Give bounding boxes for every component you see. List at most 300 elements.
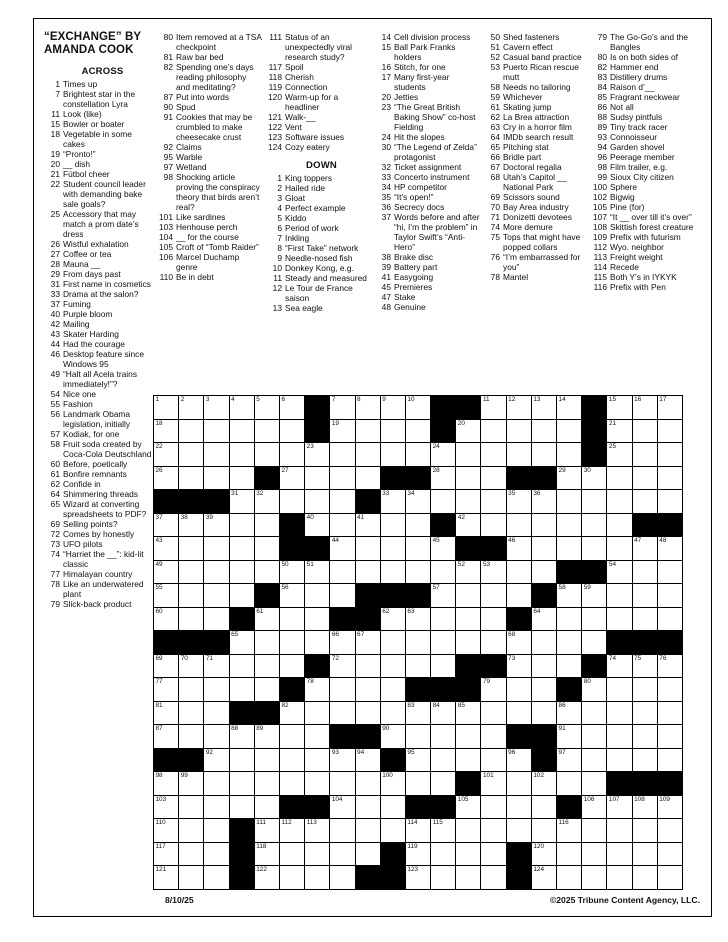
grid-cell[interactable] (280, 772, 304, 795)
grid-cell[interactable] (582, 819, 606, 842)
grid-cell[interactable] (557, 819, 581, 842)
grid-cell[interactable] (658, 796, 682, 819)
grid-cell[interactable] (330, 420, 354, 443)
grid-cell[interactable] (633, 749, 657, 772)
grid-cell[interactable] (179, 467, 203, 490)
grid-cell[interactable] (255, 537, 279, 560)
grid-cell[interactable] (633, 678, 657, 701)
grid-cell[interactable] (507, 514, 531, 537)
grid-cell[interactable] (230, 561, 254, 584)
grid-cell[interactable] (204, 467, 228, 490)
grid-cell[interactable] (633, 608, 657, 631)
grid-cell[interactable] (305, 725, 329, 748)
grid-cell[interactable] (633, 584, 657, 607)
grid-cell[interactable] (582, 725, 606, 748)
grid-cell[interactable] (381, 396, 405, 419)
grid-cell[interactable] (607, 420, 631, 443)
grid-cell[interactable] (280, 443, 304, 466)
grid-cell[interactable] (532, 561, 556, 584)
grid-cell[interactable] (607, 725, 631, 748)
grid-cell[interactable] (658, 655, 682, 678)
grid-cell[interactable] (607, 514, 631, 537)
grid-cell[interactable] (154, 843, 178, 866)
grid-cell[interactable] (532, 608, 556, 631)
grid-cell[interactable] (633, 819, 657, 842)
grid-cell[interactable] (305, 678, 329, 701)
grid-cell[interactable] (179, 819, 203, 842)
grid-cell[interactable] (280, 725, 304, 748)
grid-cell[interactable] (179, 702, 203, 725)
grid-cell[interactable] (557, 749, 581, 772)
grid-cell[interactable] (481, 866, 505, 889)
grid-cell[interactable] (280, 420, 304, 443)
grid-cell[interactable] (255, 749, 279, 772)
grid-cell[interactable] (179, 678, 203, 701)
grid-cell[interactable] (481, 843, 505, 866)
grid-cell[interactable] (356, 443, 380, 466)
grid-cell[interactable] (154, 537, 178, 560)
grid-cell[interactable] (305, 514, 329, 537)
grid-cell[interactable] (633, 725, 657, 748)
grid-cell[interactable] (154, 396, 178, 419)
grid-cell[interactable] (280, 819, 304, 842)
grid-cell[interactable] (507, 772, 531, 795)
grid-cell[interactable] (204, 866, 228, 889)
grid-cell[interactable] (582, 678, 606, 701)
grid-cell[interactable] (658, 420, 682, 443)
grid-cell[interactable] (406, 608, 430, 631)
grid-cell[interactable] (230, 443, 254, 466)
grid-cell[interactable] (406, 819, 430, 842)
grid-cell[interactable] (532, 678, 556, 701)
grid-cell[interactable] (431, 561, 455, 584)
grid-cell[interactable] (633, 866, 657, 889)
grid-cell[interactable] (557, 514, 581, 537)
grid-cell[interactable] (179, 655, 203, 678)
grid-cell[interactable] (557, 725, 581, 748)
grid-cell[interactable] (406, 749, 430, 772)
grid-cell[interactable] (330, 866, 354, 889)
grid-cell[interactable] (607, 866, 631, 889)
grid-cell[interactable] (381, 537, 405, 560)
grid-cell[interactable] (356, 655, 380, 678)
grid-cell[interactable] (431, 443, 455, 466)
grid-cell[interactable] (557, 584, 581, 607)
grid-cell[interactable] (481, 443, 505, 466)
grid-cell[interactable] (532, 443, 556, 466)
grid-cell[interactable] (154, 866, 178, 889)
grid-cell[interactable] (532, 631, 556, 654)
grid-cell[interactable] (456, 443, 480, 466)
grid-cell[interactable] (456, 631, 480, 654)
grid-cell[interactable] (406, 702, 430, 725)
grid-cell[interactable] (305, 584, 329, 607)
grid-cell[interactable] (507, 490, 531, 513)
grid-cell[interactable] (280, 608, 304, 631)
grid-cell[interactable] (255, 843, 279, 866)
grid-cell[interactable] (179, 796, 203, 819)
grid-cell[interactable] (204, 772, 228, 795)
grid-cell[interactable] (356, 561, 380, 584)
grid-cell[interactable] (179, 772, 203, 795)
grid-cell[interactable] (280, 702, 304, 725)
grid-cell[interactable] (507, 702, 531, 725)
grid-cell[interactable] (255, 490, 279, 513)
grid-cell[interactable] (532, 514, 556, 537)
grid-cell[interactable] (356, 843, 380, 866)
grid-cell[interactable] (179, 866, 203, 889)
grid-cell[interactable] (607, 655, 631, 678)
grid-cell[interactable] (406, 490, 430, 513)
grid-cell[interactable] (356, 819, 380, 842)
grid-cell[interactable] (154, 514, 178, 537)
grid-cell[interactable] (557, 631, 581, 654)
grid-cell[interactable] (481, 819, 505, 842)
grid-cell[interactable] (607, 843, 631, 866)
grid-cell[interactable] (154, 608, 178, 631)
grid-cell[interactable] (230, 514, 254, 537)
grid-cell[interactable] (230, 584, 254, 607)
grid-cell[interactable] (456, 584, 480, 607)
grid-cell[interactable] (481, 608, 505, 631)
grid-cell[interactable] (532, 490, 556, 513)
grid-cell[interactable] (154, 584, 178, 607)
grid-cell[interactable] (658, 396, 682, 419)
grid-cell[interactable] (204, 514, 228, 537)
grid-cell[interactable] (582, 843, 606, 866)
grid-cell[interactable] (507, 561, 531, 584)
grid-cell[interactable] (431, 866, 455, 889)
grid-cell[interactable] (179, 843, 203, 866)
grid-cell[interactable] (507, 796, 531, 819)
grid-cell[interactable] (431, 819, 455, 842)
grid-cell[interactable] (230, 796, 254, 819)
grid-cell[interactable] (381, 702, 405, 725)
grid-cell[interactable] (532, 819, 556, 842)
grid-cell[interactable] (356, 514, 380, 537)
grid-cell[interactable] (154, 655, 178, 678)
grid-cell[interactable] (280, 866, 304, 889)
grid-cell[interactable] (305, 443, 329, 466)
grid-cell[interactable] (330, 843, 354, 866)
grid-cell[interactable] (330, 490, 354, 513)
grid-cell[interactable] (255, 608, 279, 631)
grid-cell[interactable] (356, 396, 380, 419)
grid-cell[interactable] (280, 490, 304, 513)
grid-cell[interactable] (230, 655, 254, 678)
grid-cell[interactable] (154, 678, 178, 701)
grid-cell[interactable] (481, 514, 505, 537)
grid-cell[interactable] (154, 819, 178, 842)
grid-cell[interactable] (582, 467, 606, 490)
grid-cell[interactable] (582, 514, 606, 537)
grid-cell[interactable] (179, 443, 203, 466)
grid-cell[interactable] (431, 655, 455, 678)
grid-cell[interactable] (154, 702, 178, 725)
grid-cell[interactable] (481, 772, 505, 795)
grid-cell[interactable] (582, 749, 606, 772)
grid-cell[interactable] (204, 796, 228, 819)
grid-cell[interactable] (204, 702, 228, 725)
grid-cell[interactable] (154, 443, 178, 466)
grid-cell[interactable] (356, 702, 380, 725)
grid-cell[interactable] (431, 843, 455, 866)
grid-cell[interactable] (330, 772, 354, 795)
grid-cell[interactable] (557, 396, 581, 419)
grid-cell[interactable] (381, 443, 405, 466)
grid-cell[interactable] (557, 655, 581, 678)
grid-cell[interactable] (330, 819, 354, 842)
grid-cell[interactable] (305, 702, 329, 725)
grid-cell[interactable] (607, 561, 631, 584)
grid-cell[interactable] (456, 561, 480, 584)
grid-cell[interactable] (456, 796, 480, 819)
grid-cell[interactable] (607, 608, 631, 631)
grid-cell[interactable] (204, 843, 228, 866)
grid-cell[interactable] (481, 561, 505, 584)
grid-cell[interactable] (607, 796, 631, 819)
grid-cell[interactable] (557, 843, 581, 866)
grid-cell[interactable] (356, 631, 380, 654)
grid-cell[interactable] (406, 725, 430, 748)
grid-cell[interactable] (658, 866, 682, 889)
grid-cell[interactable] (154, 467, 178, 490)
grid-cell[interactable] (456, 819, 480, 842)
grid-cell[interactable] (381, 514, 405, 537)
grid-cell[interactable] (658, 537, 682, 560)
grid-cell[interactable] (280, 561, 304, 584)
grid-cell[interactable] (456, 843, 480, 866)
grid-cell[interactable] (658, 561, 682, 584)
grid-cell[interactable] (507, 443, 531, 466)
grid-cell[interactable] (305, 490, 329, 513)
grid-cell[interactable] (658, 443, 682, 466)
grid-cell[interactable] (255, 561, 279, 584)
grid-cell[interactable] (204, 443, 228, 466)
grid-cell[interactable] (204, 396, 228, 419)
grid-cell[interactable] (204, 655, 228, 678)
grid-cell[interactable] (607, 702, 631, 725)
grid-cell[interactable] (658, 749, 682, 772)
grid-cell[interactable] (557, 490, 581, 513)
grid-cell[interactable] (633, 843, 657, 866)
grid-cell[interactable] (481, 796, 505, 819)
grid-cell[interactable] (356, 678, 380, 701)
grid-cell[interactable] (431, 467, 455, 490)
grid-cell[interactable] (305, 772, 329, 795)
grid-cell[interactable] (431, 608, 455, 631)
grid-cell[interactable] (330, 396, 354, 419)
grid-cell[interactable] (481, 631, 505, 654)
grid-cell[interactable] (607, 490, 631, 513)
grid-cell[interactable] (633, 561, 657, 584)
grid-cell[interactable] (179, 420, 203, 443)
grid-cell[interactable] (280, 843, 304, 866)
grid-cell[interactable] (582, 537, 606, 560)
grid-cell[interactable] (305, 843, 329, 866)
grid-cell[interactable] (607, 749, 631, 772)
grid-cell[interactable] (481, 678, 505, 701)
grid-cell[interactable] (204, 537, 228, 560)
grid-cell[interactable] (204, 725, 228, 748)
grid-cell[interactable] (154, 561, 178, 584)
grid-cell[interactable] (179, 725, 203, 748)
grid-cell[interactable] (507, 655, 531, 678)
grid-cell[interactable] (381, 561, 405, 584)
grid-cell[interactable] (305, 866, 329, 889)
grid-cell[interactable] (154, 420, 178, 443)
grid-cell[interactable] (456, 749, 480, 772)
grid-cell[interactable] (406, 396, 430, 419)
grid-cell[interactable] (330, 584, 354, 607)
grid-cell[interactable] (658, 843, 682, 866)
grid-cell[interactable] (204, 819, 228, 842)
grid-cell[interactable] (356, 420, 380, 443)
grid-cell[interactable] (507, 537, 531, 560)
grid-cell[interactable] (532, 796, 556, 819)
grid-cell[interactable] (406, 631, 430, 654)
grid-cell[interactable] (179, 514, 203, 537)
grid-cell[interactable] (431, 749, 455, 772)
grid-cell[interactable] (406, 561, 430, 584)
grid-cell[interactable] (532, 772, 556, 795)
grid-cell[interactable] (582, 866, 606, 889)
grid-cell[interactable] (582, 584, 606, 607)
grid-cell[interactable] (633, 702, 657, 725)
grid-cell[interactable] (330, 561, 354, 584)
grid-cell[interactable] (406, 443, 430, 466)
grid-cell[interactable] (179, 537, 203, 560)
grid-cell[interactable] (633, 396, 657, 419)
grid-cell[interactable] (557, 772, 581, 795)
grid-cell[interactable] (607, 678, 631, 701)
grid-cell[interactable] (633, 796, 657, 819)
grid-cell[interactable] (154, 796, 178, 819)
grid-cell[interactable] (431, 584, 455, 607)
grid-cell[interactable] (557, 443, 581, 466)
grid-cell[interactable] (280, 631, 304, 654)
grid-cell[interactable] (481, 702, 505, 725)
grid-cell[interactable] (658, 725, 682, 748)
grid-cell[interactable] (456, 608, 480, 631)
grid-cell[interactable] (305, 608, 329, 631)
grid-cell[interactable] (658, 678, 682, 701)
grid-cell[interactable] (381, 796, 405, 819)
grid-cell[interactable] (507, 396, 531, 419)
grid-cell[interactable] (582, 631, 606, 654)
grid-cell[interactable] (607, 584, 631, 607)
grid-cell[interactable] (507, 819, 531, 842)
grid-cell[interactable] (633, 537, 657, 560)
grid-cell[interactable] (305, 467, 329, 490)
grid-cell[interactable] (230, 749, 254, 772)
grid-cell[interactable] (230, 725, 254, 748)
grid-cell[interactable] (330, 796, 354, 819)
grid-cell[interactable] (607, 396, 631, 419)
grid-cell[interactable] (230, 772, 254, 795)
grid-cell[interactable] (557, 702, 581, 725)
grid-cell[interactable] (658, 608, 682, 631)
grid-cell[interactable] (557, 537, 581, 560)
grid-cell[interactable] (582, 772, 606, 795)
grid-cell[interactable] (481, 749, 505, 772)
grid-cell[interactable] (255, 514, 279, 537)
grid-cell[interactable] (507, 749, 531, 772)
grid-cell[interactable] (255, 420, 279, 443)
grid-cell[interactable] (557, 866, 581, 889)
grid-cell[interactable] (532, 396, 556, 419)
grid-cell[interactable] (406, 537, 430, 560)
grid-cell[interactable] (381, 631, 405, 654)
grid-cell[interactable] (582, 608, 606, 631)
grid-cell[interactable] (431, 772, 455, 795)
grid-cell[interactable] (658, 819, 682, 842)
grid-cell[interactable] (507, 584, 531, 607)
grid-cell[interactable] (607, 819, 631, 842)
grid-cell[interactable] (305, 631, 329, 654)
grid-cell[interactable] (230, 490, 254, 513)
grid-cell[interactable] (456, 420, 480, 443)
grid-cell[interactable] (255, 396, 279, 419)
grid-cell[interactable] (330, 443, 354, 466)
grid-cell[interactable] (255, 819, 279, 842)
grid-cell[interactable] (305, 749, 329, 772)
grid-cell[interactable] (204, 749, 228, 772)
grid-cell[interactable] (582, 490, 606, 513)
grid-cell[interactable] (255, 678, 279, 701)
grid-cell[interactable] (481, 467, 505, 490)
grid-cell[interactable] (330, 749, 354, 772)
grid-cell[interactable] (381, 725, 405, 748)
grid-cell[interactable] (532, 702, 556, 725)
grid-cell[interactable] (456, 866, 480, 889)
grid-cell[interactable] (582, 796, 606, 819)
grid-cell[interactable] (607, 443, 631, 466)
grid-cell[interactable] (633, 467, 657, 490)
grid-cell[interactable] (154, 725, 178, 748)
grid-cell[interactable] (481, 584, 505, 607)
grid-cell[interactable] (230, 537, 254, 560)
grid-cell[interactable] (330, 537, 354, 560)
grid-cell[interactable] (179, 561, 203, 584)
grid-cell[interactable] (456, 467, 480, 490)
grid-cell[interactable] (230, 396, 254, 419)
grid-cell[interactable] (607, 467, 631, 490)
grid-cell[interactable] (255, 725, 279, 748)
grid-cell[interactable] (507, 678, 531, 701)
grid-cell[interactable] (280, 467, 304, 490)
grid-cell[interactable] (406, 655, 430, 678)
grid-cell[interactable] (255, 772, 279, 795)
grid-cell[interactable] (204, 678, 228, 701)
grid-cell[interactable] (280, 396, 304, 419)
grid-cell[interactable] (330, 702, 354, 725)
grid-cell[interactable] (406, 866, 430, 889)
grid-cell[interactable] (507, 631, 531, 654)
grid-cell[interactable] (557, 467, 581, 490)
grid-cell[interactable] (456, 725, 480, 748)
grid-cell[interactable] (204, 584, 228, 607)
grid-cell[interactable] (658, 490, 682, 513)
grid-cell[interactable] (532, 843, 556, 866)
grid-cell[interactable] (658, 467, 682, 490)
grid-cell[interactable] (305, 819, 329, 842)
grid-cell[interactable] (481, 725, 505, 748)
grid-cell[interactable] (230, 678, 254, 701)
grid-cell[interactable] (532, 420, 556, 443)
grid-cell[interactable] (481, 420, 505, 443)
grid-cell[interactable] (658, 584, 682, 607)
